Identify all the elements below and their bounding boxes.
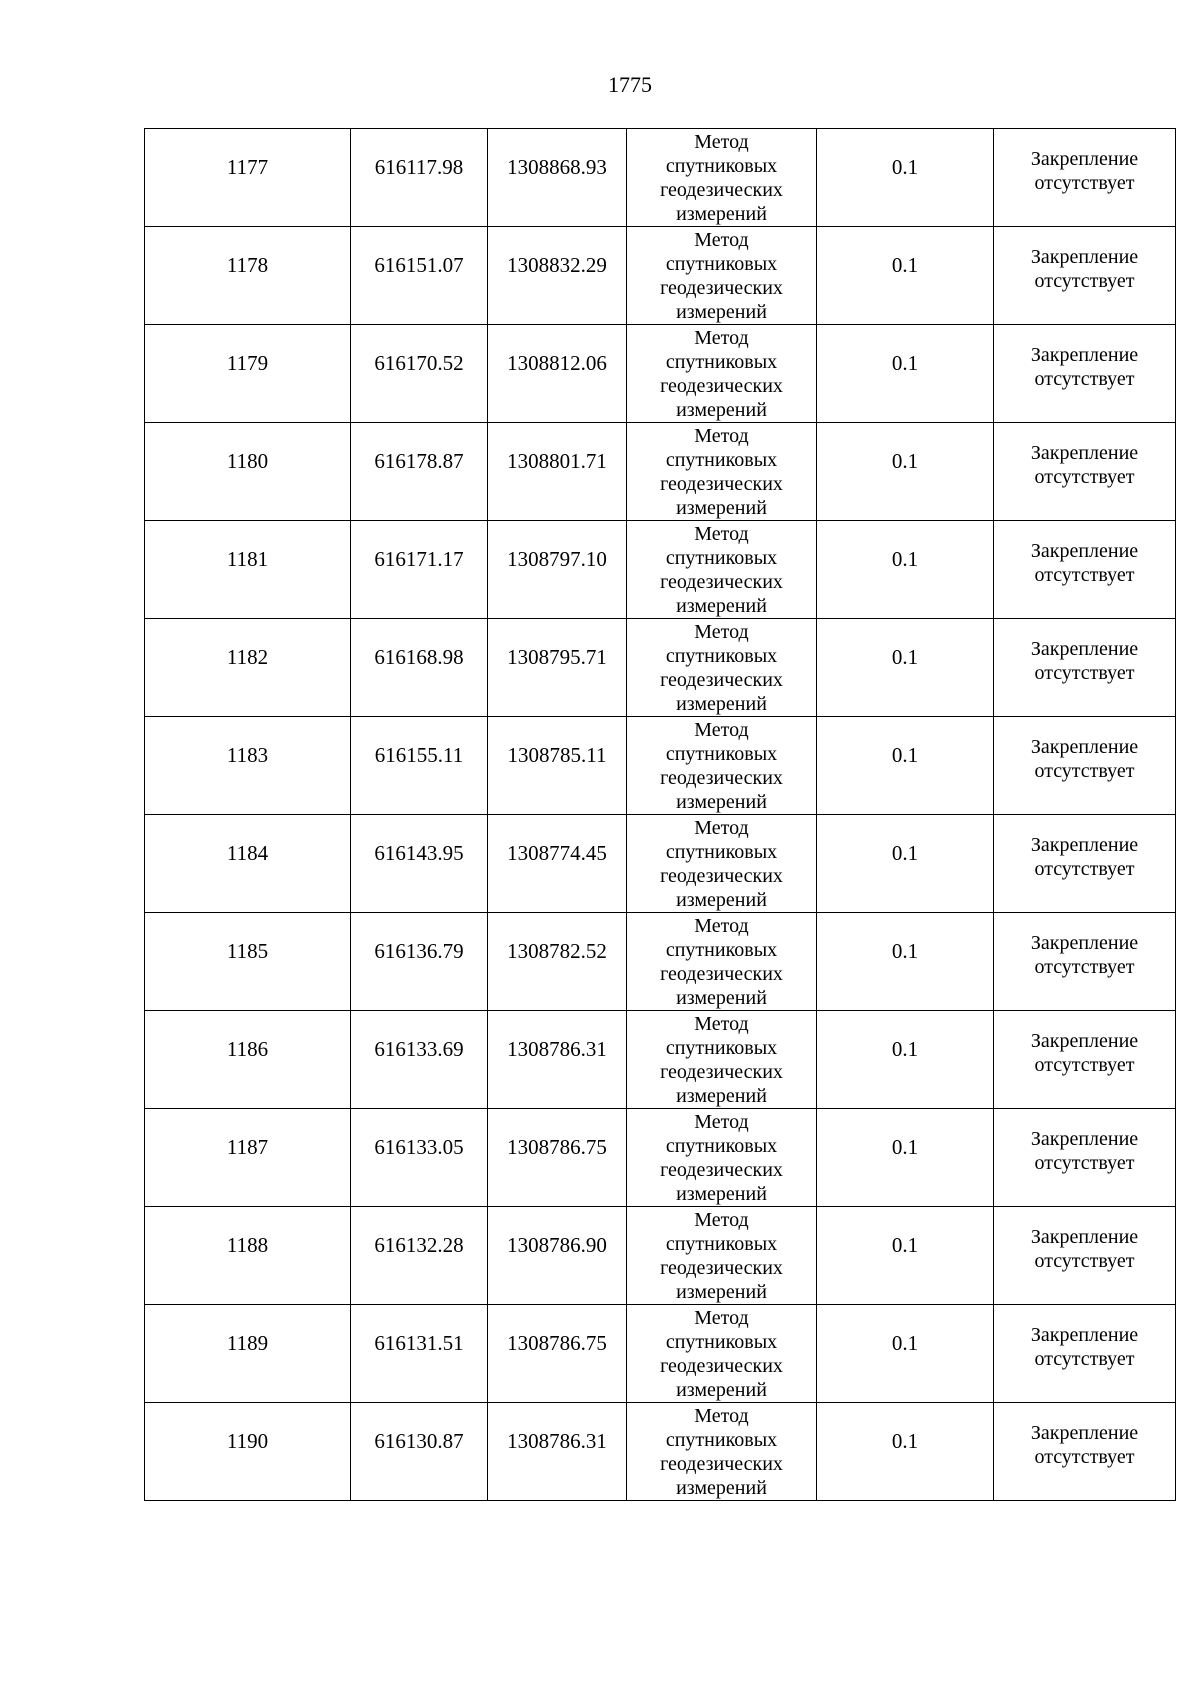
fixing-line: Закрепление	[1030, 344, 1139, 366]
y-coordinate-cell: 1308786.75	[488, 1305, 627, 1403]
method-line: геодезических	[660, 277, 783, 299]
method-cell	[627, 815, 817, 913]
accuracy-cell: 0.1	[817, 815, 994, 913]
method-line: Метод	[694, 1209, 749, 1231]
method-line: геодезических	[660, 1453, 783, 1475]
method-line: Метод	[694, 1307, 749, 1329]
method-line: измерений	[676, 791, 767, 813]
method-line: спутниковых	[665, 939, 778, 961]
method-line: спутниковых	[665, 841, 778, 863]
method-line: спутниковых	[665, 547, 778, 569]
x-coordinate-cell: 616168.98	[351, 619, 488, 717]
method-line: спутниковых	[665, 351, 778, 373]
y-coordinate-cell: 1308795.71	[488, 619, 627, 717]
fixing-cell	[994, 521, 1176, 619]
point-number-cell: 1179	[145, 325, 351, 423]
accuracy-cell: 0.1	[817, 521, 994, 619]
coordinates-table	[144, 128, 1176, 1501]
table-row	[145, 1403, 1176, 1501]
method-line: Метод	[694, 131, 749, 153]
fixing-line: отсутствует	[1034, 1446, 1135, 1468]
fixing-cell	[994, 423, 1176, 521]
method-cell	[627, 227, 817, 325]
method-cell	[627, 1011, 817, 1109]
method-line: геодезических	[660, 571, 783, 593]
fixing-cell	[994, 619, 1176, 717]
point-number-cell: 1186	[145, 1011, 351, 1109]
method-line: геодезических	[660, 179, 783, 201]
fixing-cell	[994, 325, 1176, 423]
x-coordinate-cell: 616136.79	[351, 913, 488, 1011]
y-coordinate-cell: 1308786.75	[488, 1109, 627, 1207]
fixing-cell	[994, 717, 1176, 815]
point-number-cell: 1178	[145, 227, 351, 325]
fixing-line: отсутствует	[1034, 956, 1135, 978]
method-line: измерений	[676, 987, 767, 1009]
point-number-cell: 1181	[145, 521, 351, 619]
method-cell	[627, 913, 817, 1011]
method-line: геодезических	[660, 1355, 783, 1377]
method-cell	[627, 1109, 817, 1207]
fixing-line: Закрепление	[1030, 148, 1139, 170]
accuracy-cell: 0.1	[817, 913, 994, 1011]
method-line: Метод	[694, 425, 749, 447]
accuracy-cell: 0.1	[817, 1011, 994, 1109]
method-line: спутниковых	[665, 645, 778, 667]
method-line: геодезических	[660, 767, 783, 789]
y-coordinate-cell: 1308801.71	[488, 423, 627, 521]
method-line: Метод	[694, 621, 749, 643]
table-row	[145, 227, 1176, 325]
table-row	[145, 129, 1176, 227]
fixing-line: Закрепление	[1030, 246, 1139, 268]
method-line: Метод	[694, 1013, 749, 1035]
method-line: геодезических	[660, 669, 783, 691]
point-number-cell: 1190	[145, 1403, 351, 1501]
x-coordinate-cell: 616130.87	[351, 1403, 488, 1501]
y-coordinate-cell: 1308774.45	[488, 815, 627, 913]
fixing-cell	[994, 1109, 1176, 1207]
y-coordinate-cell: 1308786.31	[488, 1011, 627, 1109]
method-cell	[627, 619, 817, 717]
method-line: спутниковых	[665, 1331, 778, 1353]
point-number-cell: 1184	[145, 815, 351, 913]
point-number-cell: 1188	[145, 1207, 351, 1305]
method-cell	[627, 1207, 817, 1305]
accuracy-cell: 0.1	[817, 423, 994, 521]
table-row	[145, 325, 1176, 423]
y-coordinate-cell: 1308812.06	[488, 325, 627, 423]
table-row	[145, 619, 1176, 717]
fixing-cell	[994, 1011, 1176, 1109]
method-line: спутниковых	[665, 1037, 778, 1059]
method-cell	[627, 325, 817, 423]
x-coordinate-cell: 616133.69	[351, 1011, 488, 1109]
fixing-line: Закрепление	[1030, 1030, 1139, 1052]
method-line: геодезических	[660, 1061, 783, 1083]
fixing-cell	[994, 1207, 1176, 1305]
method-line: Метод	[694, 1405, 749, 1427]
table-row	[145, 1305, 1176, 1403]
accuracy-cell: 0.1	[817, 717, 994, 815]
method-line: измерений	[676, 889, 767, 911]
fixing-line: отсутствует	[1034, 466, 1135, 488]
fixing-line: отсутствует	[1034, 1348, 1135, 1370]
method-cell	[627, 423, 817, 521]
x-coordinate-cell: 616178.87	[351, 423, 488, 521]
table-row	[145, 717, 1176, 815]
method-line: измерений	[676, 595, 767, 617]
fixing-line: отсутствует	[1034, 270, 1135, 292]
point-number-cell: 1187	[145, 1109, 351, 1207]
y-coordinate-cell: 1308786.31	[488, 1403, 627, 1501]
x-coordinate-cell: 616170.52	[351, 325, 488, 423]
method-cell	[627, 129, 817, 227]
point-number-cell: 1182	[145, 619, 351, 717]
fixing-line: отсутствует	[1034, 368, 1135, 390]
table-row	[145, 521, 1176, 619]
fixing-line: Закрепление	[1030, 442, 1139, 464]
method-line: геодезических	[660, 1257, 783, 1279]
method-line: геодезических	[660, 963, 783, 985]
method-line: геодезических	[660, 375, 783, 397]
fixing-line: Закрепление	[1030, 834, 1139, 856]
fixing-line: отсутствует	[1034, 1152, 1135, 1174]
method-cell	[627, 1403, 817, 1501]
method-line: измерений	[676, 1085, 767, 1107]
y-coordinate-cell: 1308868.93	[488, 129, 627, 227]
fixing-line: отсутствует	[1034, 1054, 1135, 1076]
method-line: измерений	[676, 1281, 767, 1303]
fixing-line: Закрепление	[1030, 1226, 1139, 1248]
table-row	[145, 913, 1176, 1011]
fixing-line: отсутствует	[1034, 760, 1135, 782]
method-line: геодезических	[660, 865, 783, 887]
method-line: Метод	[694, 719, 749, 741]
method-line: измерений	[676, 301, 767, 323]
accuracy-cell: 0.1	[817, 619, 994, 717]
method-line: измерений	[676, 203, 767, 225]
fixing-line: отсутствует	[1034, 858, 1135, 880]
fixing-cell	[994, 815, 1176, 913]
accuracy-cell: 0.1	[817, 1207, 994, 1305]
method-line: измерений	[676, 399, 767, 421]
x-coordinate-cell: 616151.07	[351, 227, 488, 325]
table-row	[145, 815, 1176, 913]
method-cell	[627, 717, 817, 815]
table-row	[145, 1207, 1176, 1305]
method-line: измерений	[676, 693, 767, 715]
fixing-cell	[994, 913, 1176, 1011]
x-coordinate-cell: 616133.05	[351, 1109, 488, 1207]
x-coordinate-cell: 616155.11	[351, 717, 488, 815]
fixing-line: отсутствует	[1034, 1250, 1135, 1272]
method-cell	[627, 521, 817, 619]
point-number-cell: 1177	[145, 129, 351, 227]
method-line: Метод	[694, 523, 749, 545]
fixing-line: Закрепление	[1030, 1422, 1139, 1444]
y-coordinate-cell: 1308797.10	[488, 521, 627, 619]
fixing-line: отсутствует	[1034, 662, 1135, 684]
method-line: спутниковых	[665, 1135, 778, 1157]
fixing-line: Закрепление	[1030, 1324, 1139, 1346]
point-number-cell: 1180	[145, 423, 351, 521]
fixing-line: Закрепление	[1030, 638, 1139, 660]
table-row	[145, 423, 1176, 521]
x-coordinate-cell: 616143.95	[351, 815, 488, 913]
method-line: измерений	[676, 497, 767, 519]
accuracy-cell: 0.1	[817, 227, 994, 325]
method-line: спутниковых	[665, 743, 778, 765]
method-line: измерений	[676, 1379, 767, 1401]
method-cell	[627, 1305, 817, 1403]
method-line: измерений	[676, 1477, 767, 1499]
fixing-cell	[994, 1305, 1176, 1403]
method-line: Метод	[694, 327, 749, 349]
method-line: измерений	[676, 1183, 767, 1205]
method-line: Метод	[694, 915, 749, 937]
fixing-cell	[994, 227, 1176, 325]
accuracy-cell: 0.1	[817, 325, 994, 423]
method-line: геодезических	[660, 473, 783, 495]
accuracy-cell: 0.1	[817, 129, 994, 227]
x-coordinate-cell: 616117.98	[351, 129, 488, 227]
page-number: 1775	[608, 72, 652, 97]
method-line: Метод	[694, 1111, 749, 1133]
fixing-line: отсутствует	[1034, 172, 1135, 194]
fixing-line: Закрепление	[1030, 1128, 1139, 1150]
accuracy-cell: 0.1	[817, 1109, 994, 1207]
y-coordinate-cell: 1308785.11	[488, 717, 627, 815]
method-line: спутниковых	[665, 155, 778, 177]
y-coordinate-cell: 1308832.29	[488, 227, 627, 325]
table-row	[145, 1011, 1176, 1109]
fixing-cell	[994, 129, 1176, 227]
fixing-line: Закрепление	[1030, 736, 1139, 758]
method-line: спутниковых	[665, 1429, 778, 1451]
x-coordinate-cell: 616171.17	[351, 521, 488, 619]
x-coordinate-cell: 616131.51	[351, 1305, 488, 1403]
method-line: геодезических	[660, 1159, 783, 1181]
y-coordinate-cell: 1308782.52	[488, 913, 627, 1011]
accuracy-cell: 0.1	[817, 1403, 994, 1501]
point-number-cell: 1185	[145, 913, 351, 1011]
point-number-cell: 1183	[145, 717, 351, 815]
point-number-cell: 1189	[145, 1305, 351, 1403]
table-body	[145, 129, 1176, 1501]
fixing-cell	[994, 1403, 1176, 1501]
fixing-line: отсутствует	[1034, 564, 1135, 586]
x-coordinate-cell: 616132.28	[351, 1207, 488, 1305]
method-line: спутниковых	[665, 449, 778, 471]
fixing-line: Закрепление	[1030, 540, 1139, 562]
method-line: спутниковых	[665, 1233, 778, 1255]
method-line: Метод	[694, 229, 749, 251]
method-line: Метод	[694, 817, 749, 839]
table-row	[145, 1109, 1176, 1207]
fixing-line: Закрепление	[1030, 932, 1139, 954]
accuracy-cell: 0.1	[817, 1305, 994, 1403]
y-coordinate-cell: 1308786.90	[488, 1207, 627, 1305]
method-line: спутниковых	[665, 253, 778, 275]
